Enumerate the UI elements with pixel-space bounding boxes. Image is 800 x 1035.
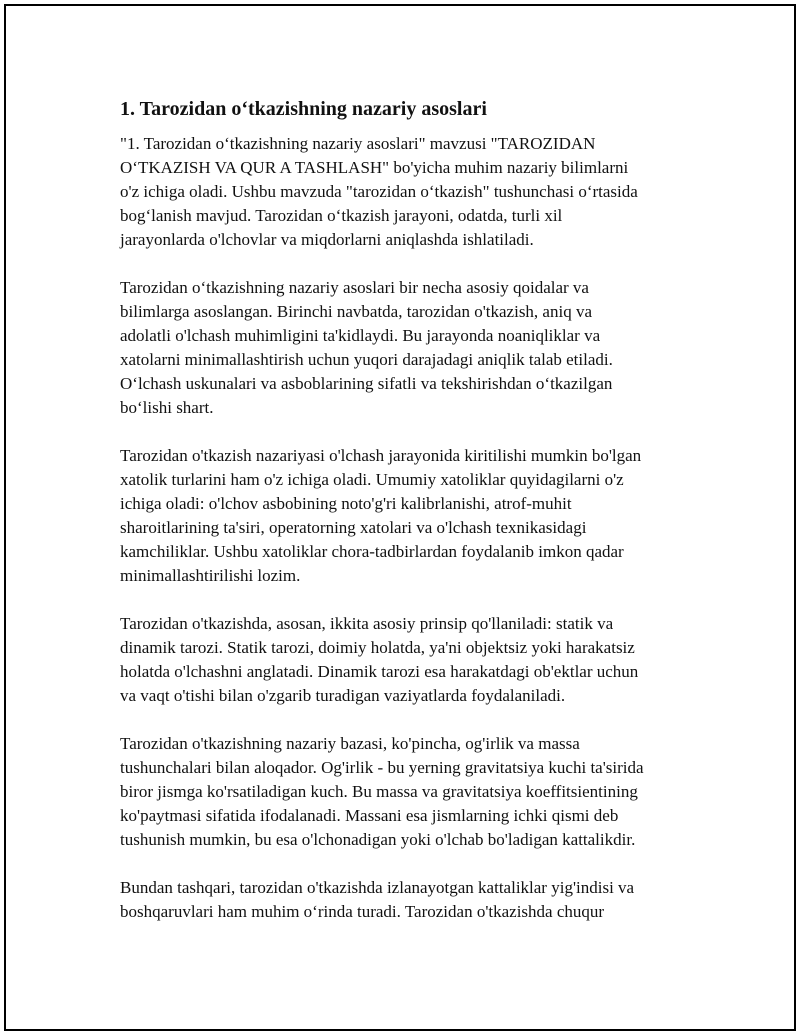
text-line: bilimlarga asoslangan. Birinchi navbatda, tarozidan o'tkazish, aniq va [120, 302, 592, 321]
paragraph-1 [120, 132, 700, 252]
text-line: boshqaruvlari ham muhim o‘rinda turadi. Tarozidan o'tkazishda chuqur [120, 902, 605, 921]
text-line: o'z ichiga oladi. Ushbu mavzuda "tarozidan o‘tkazish" tushunchasi o‘rtasida [120, 182, 638, 201]
text-line: Tarozidan o'tkazish nazariyasi o'lchash jarayonida kiritilishi mumkin bo'lgan [120, 446, 642, 465]
text-line: va vaqt o'tishi bilan o'zgarib turadigan vaziyatlarda foydalaniladi. [120, 686, 566, 705]
text-line: O‘lchash uskunalari va asboblarining sifatli va tekshirishdan o‘tkazilgan [120, 374, 613, 393]
paragraph-3 [120, 444, 700, 588]
text-line: ko'paytmasi sifatida ifodalanadi. Massani esa jismlarning ichki qismi deb [120, 806, 619, 825]
text-line: Tarozidan o'tkazishda, asosan, ikkita asosiy prinsip qo'llaniladi: statik va [120, 614, 614, 633]
text-line: bo‘lishi shart. [120, 398, 214, 417]
paragraph-2 [120, 276, 700, 420]
text-line: adolatli o'lchash muhimligini ta'kidlaydi. Bu jarayonda noaniqliklar va [120, 326, 601, 345]
text-line: xatolarni minimallashtirish uchun yuqori darajadagi aniqlik talab etiladi. [120, 350, 613, 369]
text-line: Bundan tashqari, tarozidan o'tkazishda izlanayotgan kattaliklar yig'indisi va [120, 878, 635, 897]
text-line: jarayonlarda o'lchovlar va miqdorlarni aniqlashda ishlatiladi. [120, 230, 534, 249]
paragraph-6 [120, 876, 700, 924]
paragraph-5 [120, 732, 700, 852]
text-line: sharoitlarining ta'siri, operatorning xatolari va o'lchash texnikasidagi [120, 518, 587, 537]
text-line: "1. Tarozidan o‘tkazishning nazariy asoslari" mavzusi "TAROZIDAN [120, 134, 596, 153]
text-line: tushunchalari bilan aloqador. Og'irlik - bu yerning gravitatsiya kuchi ta'sirida [120, 758, 644, 777]
text-line: ichiga oladi: o'lchov asbobining noto'g'ri kalibrlanishi, atrof-muhit [120, 494, 572, 513]
text-line: Tarozidan o'tkazishning nazariy bazasi, ko'pincha, og'irlik va massa [120, 734, 580, 753]
text-line: bog‘lanish mavjud. Tarozidan o‘tkazish jarayoni, odatda, turli xil [120, 206, 563, 225]
text-line: tushunish mumkin, bu esa o'lchonadigan yoki o'lchab bo'ladigan kattalikdir. [120, 830, 636, 849]
text-line: O‘TKAZISH VA QUR A TASHLASH" bo'yicha muhim nazariy bilimlarni [120, 158, 629, 177]
section-heading: 1. Tarozidan o‘tkazishning nazariy asoslari [120, 98, 487, 120]
text-line: kamchiliklar. Ushbu xatoliklar chora-tadbirlardan foydalanib imkon qadar [120, 542, 624, 561]
text-line: minimallashtirilishi lozim. [120, 566, 301, 585]
text-line: biror jismga ko'rsatiladigan kuch. Bu massa va gravitatsiya koeffitsientining [120, 782, 638, 801]
document-body [120, 96, 700, 948]
paragraph-4 [120, 612, 700, 708]
text-line: Tarozidan o‘tkazishning nazariy asoslari bir necha asosiy qoidalar va [120, 278, 589, 297]
text-line: holatda o'lchashni anglatadi. Dinamik tarozi esa harakatdagi ob'ektlar uchun [120, 662, 639, 681]
document-page [4, 4, 796, 1031]
text-line: dinamik tarozi. Statik tarozi, doimiy holatda, ya'ni objektsiz yoki harakatsiz [120, 638, 635, 657]
text-line: xatolik turlarini ham o'z ichiga oladi. Umumiy xatoliklar quyidagilarni o'z [120, 470, 624, 489]
